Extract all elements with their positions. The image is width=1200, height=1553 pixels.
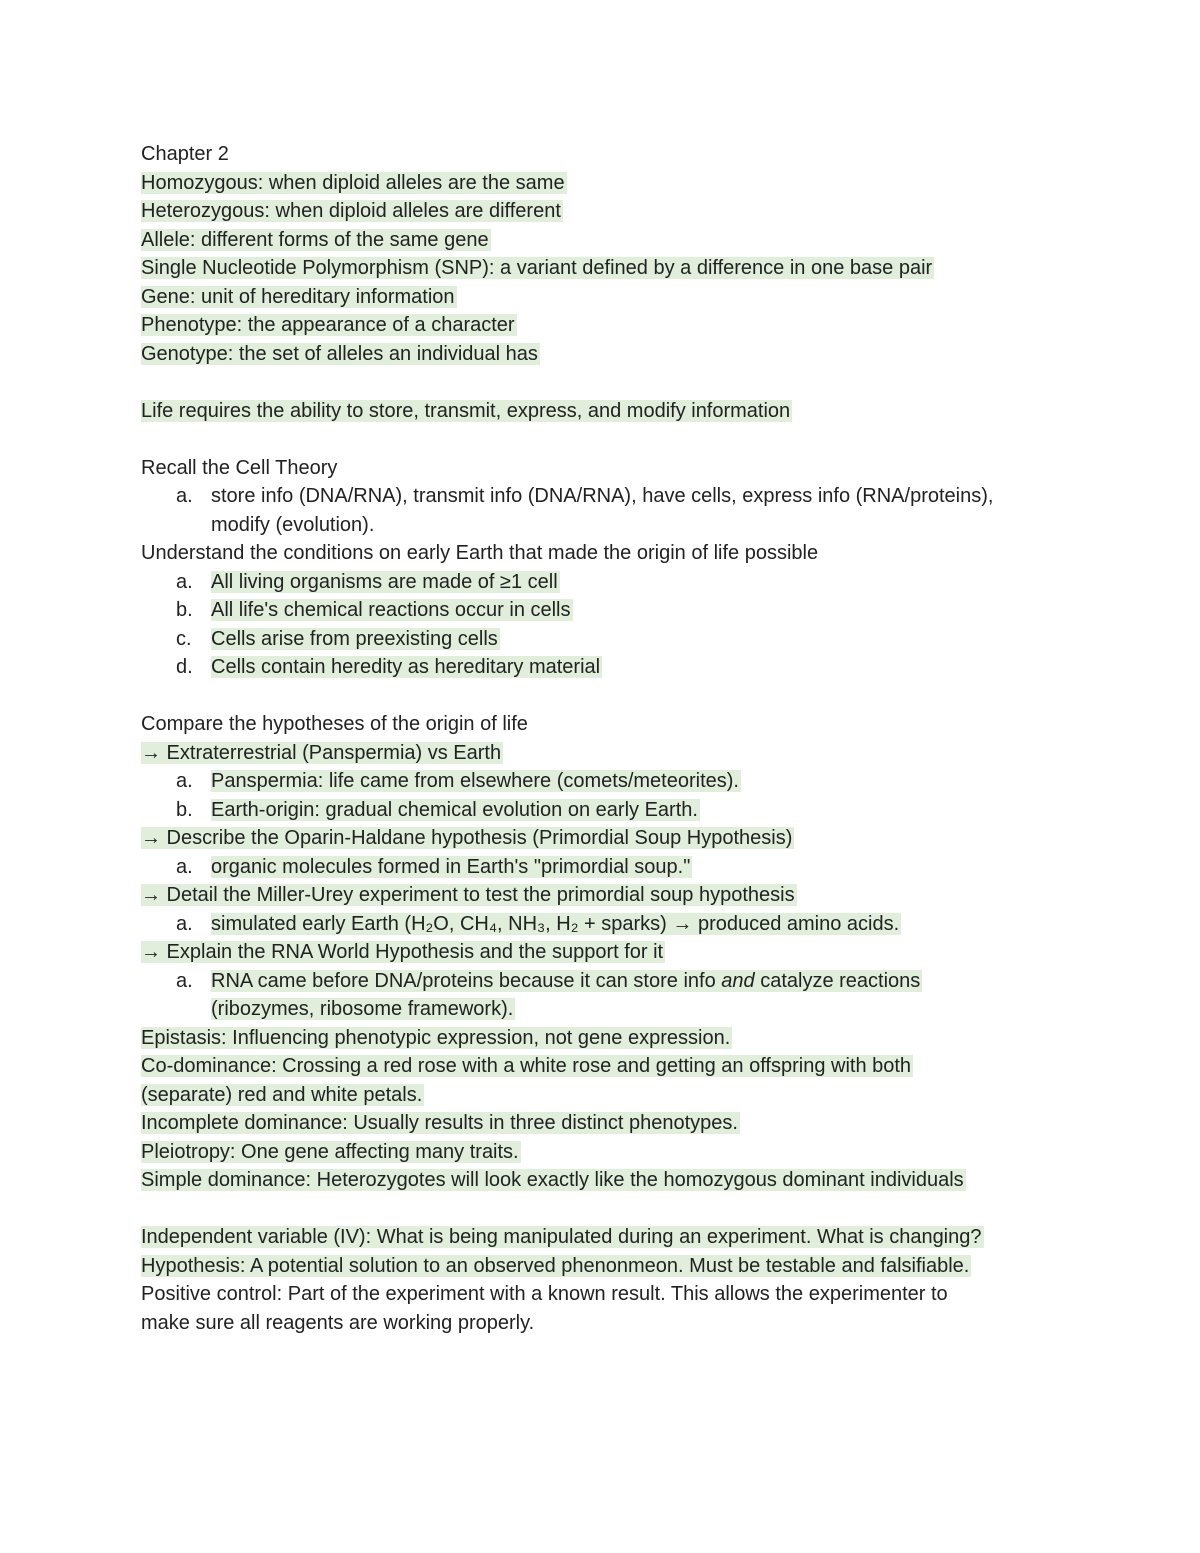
term-epistasis: Epistasis: Influencing phenotypic expression, not gene expression. (141, 1026, 731, 1049)
list-item: b. All life's chemical reactions occur in cells (176, 599, 571, 621)
definition-phenotype: Phenotype: the appearance of a character (141, 314, 515, 336)
definition-gene: Gene: unit of hereditary information (141, 285, 455, 308)
panspermia-heading: → Extraterrestrial (Panspermia) vs Earth (141, 741, 502, 764)
early-earth-title: Understand the conditions on early Earth that made the origin of life possible (141, 542, 819, 564)
cell-theory-title: Recall the Cell Theory (141, 456, 338, 479)
term-simple-dominance: Simple dominance: Heterozygotes will look exactly like the homozygous dominant individuals (141, 1169, 964, 1191)
chapter-heading: Chapter 2 (141, 143, 229, 165)
list-item: a. store info (DNA/RNA), transmit info (DNA/RNA), have cells, express info (RNA/proteins), (176, 485, 994, 507)
term-incomplete-dominance: Incomplete dominance: Usually results in three distinct phenotypes. (141, 1112, 738, 1134)
spacer (141, 682, 1081, 711)
list-item: d. Cells contain heredity as hereditary material (176, 656, 601, 678)
list-item: c. Cells arise from preexisting cells (176, 627, 498, 650)
list-item: a. Panspermia: life came from elsewhere (comets/meteorites). (176, 770, 739, 792)
spacer (141, 1195, 1081, 1224)
list-item: a. RNA came before DNA/proteins because it can store info and catalyze reactions (176, 969, 921, 992)
definition-snp: Single Nucleotide Polymorphism (SNP): a variant defined by a difference in one base pair (141, 257, 933, 279)
miller-urey-heading: → Detail the Miller-Urey experiment to test the primordial soup hypothesis (141, 884, 795, 906)
definition-heterozygous: Heterozygous: when diploid alleles are different (141, 200, 561, 222)
list-item: a. organic molecules formed in Earth's "primordial soup." (176, 855, 691, 878)
term-codominance: Co-dominance: Crossing a red rose with a white rose and getting an offspring with both (141, 1055, 912, 1077)
term-independent-variable: Independent variable (IV): What is being manipulated during an experiment. What is changing? (141, 1226, 982, 1248)
list-item: a. simulated early Earth (H₂O, CH₄, NH₃, H₂ + sparks) → produced amino acids. (176, 912, 900, 935)
term-positive-control: Positive control: Part of the experiment with a known result. This allows the experimenter to (141, 1283, 948, 1305)
term-hypothesis: Hypothesis: A potential solution to an observed phenonmeon. Must be testable and falsifiable. (141, 1254, 970, 1277)
oparin-heading: → Describe the Oparin-Haldane hypothesis (Primordial Soup Hypothesis) (141, 827, 793, 849)
list-item-continuation: modify (evolution). (211, 513, 375, 536)
list-item: a. All living organisms are made of ≥1 cell (176, 570, 558, 593)
term-pleiotropy: Pleiotropy: One gene affecting many traits. (141, 1140, 519, 1163)
definition-homozygous: Homozygous: when diploid alleles are the same (141, 171, 565, 194)
definition-allele: Allele: different forms of the same gene (141, 228, 489, 251)
term-positive-control-continuation: make sure all reagents are working properly. (141, 1311, 535, 1334)
list-item-continuation: (ribozymes, ribosome framework). (211, 998, 514, 1020)
document-page (141, 140, 1081, 1337)
list-item: b. Earth-origin: gradual chemical evolution on early Earth. (176, 798, 698, 821)
spacer (141, 425, 1081, 454)
definition-genotype: Genotype: the set of alleles an individual has (141, 342, 538, 365)
spacer (141, 368, 1081, 397)
rna-world-heading: → Explain the RNA World Hypothesis and the support for it (141, 941, 664, 963)
life-requires-statement: Life requires the ability to store, transmit, express, and modify information (141, 399, 791, 422)
term-codominance-continuation: (separate) red and white petals. (141, 1083, 423, 1106)
hypotheses-title: Compare the hypotheses of the origin of life (141, 713, 528, 735)
